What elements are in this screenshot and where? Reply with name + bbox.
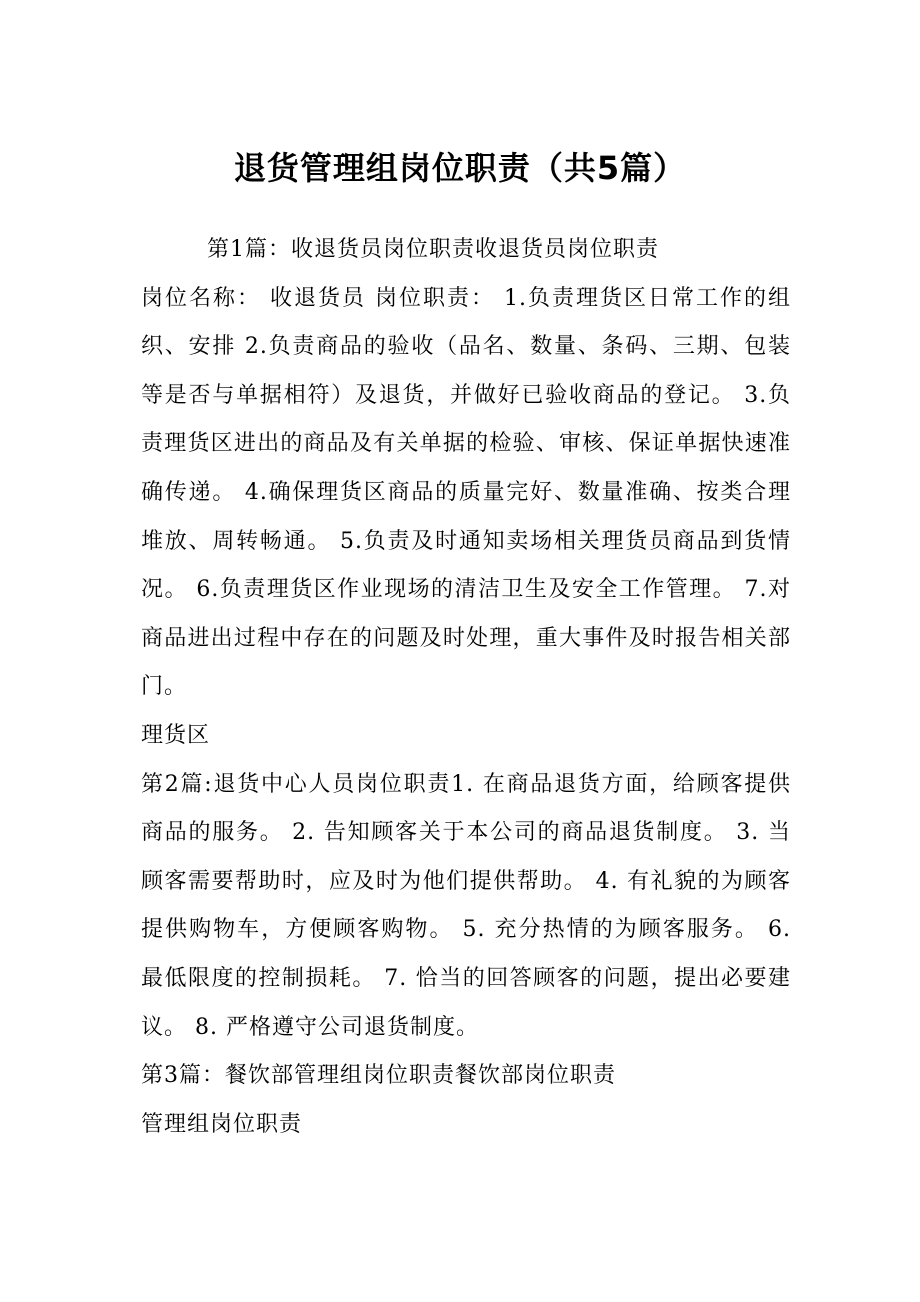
paragraph-3-heading: 第3篇：餐饮部管理组岗位职责餐饮部岗位职责 xyxy=(141,1063,616,1089)
paragraph-1-tail: 理货区 xyxy=(141,722,211,748)
document-body xyxy=(141,226,791,1149)
document-title: 退货管理组岗位职责（共5篇） xyxy=(233,149,687,187)
paragraph-3-subheading: 管理组岗位职责 xyxy=(141,1111,303,1137)
paragraph-2: 第2篇:退货中心人员岗位职责1. 在商品退货方面，给顾客提供商品的服务。 2. 告知顾客关于本公司的商品退货制度。 3. 当顾客需要帮助时，应及时为他们提供帮助。 4. 有礼貌的为顾客提供购物车，方便顾客购物。 5. 充分热情的为顾客服务。 6. 最低限度的控制损耗。 7. 恰当的回答顾客的问题，提出必要建议。 8. 严格遵守公司退货制度。 xyxy=(141,771,791,1040)
paragraph-1-heading: 第1篇：收退货员岗位职责收退货员岗位职责 xyxy=(207,237,659,262)
paragraph-1-body: 岗位名称： 收退货员 岗位职责： 1.负责理货区日常工作的组织、安排 2.负责商品的验收（品名、数量、条码、三期、包装等是否与单据相符）及退货，并做好已验收商品的登记。 3.负责理货区进出的商品及有关单据的检验、审核、保证单据快速准确传递。 4.确保理货区商品的质量完好、数量准确、按类合理堆放、周转畅通。 5.负责及时通知卖场相关理货员商品到货情况。 6.负责理货区作业现场的清洁卫生及安全工作管理。 7.对商品进出过程中存在的问题及时处理，重大事件及时报告相关部门。 xyxy=(141,285,791,700)
